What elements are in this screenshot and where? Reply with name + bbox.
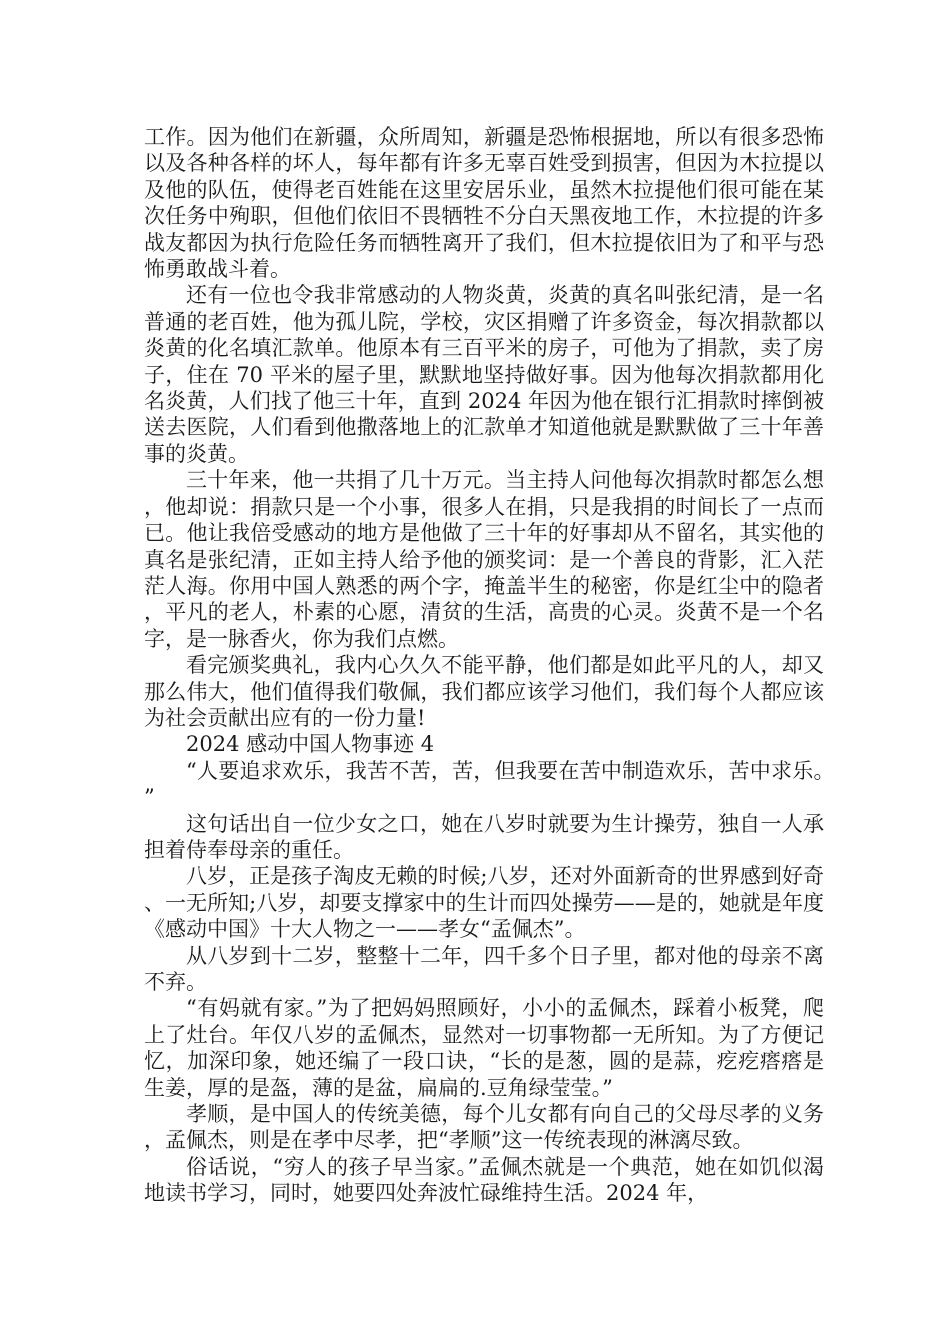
paragraph-yanhuang-award: 三十年来，他一共捐了几十万元。当主持人问他每次捐款时都怎么想，他却说：捐款只是一个小事，很多人在捐，只是我捐的时间长了一点而已。他让我倍受感动的地方是他做了三十年的好事却从不留名，其实他的真名是张纪清，正如主持人给予他的颁奖词：是一个善良的背影，汇入茫茫人海。你用中国人熟悉的两个字，掩盖半生的秘密，你是红尘中的隐者，平凡的老人，朴素的心愿，清贫的生活，高贵的心灵。炎黄不是一个名字，是一脉香火，你为我们点燃。 xyxy=(144,468,824,651)
document-body xyxy=(144,124,824,1207)
paragraph-poor-children: 俗话说，“穷人的孩子早当家。”孟佩杰就是一个典范，她在如饥似渴地读书学习，同时，她要四处奔波忙碌维持生活。2024 年， xyxy=(144,1154,824,1206)
paragraph-mulati-continued: 工作。因为他们在新疆，众所周知，新疆是恐怖根据地，所以有很多恐怖以及各种各样的坏人，每年都有许多无辜百姓受到损害，但因为木拉提以及他的队伍，使得老百姓能在这里安居乐业，虽然木拉提他们很可能在某次任务中殉职，但他们依旧不畏牺牲不分白天黑夜地工作，木拉提的许多战友都因为执行危险任务而牺牲离开了我们，但木拉提依旧为了和平与恐怖勇敢战斗着。 xyxy=(144,125,824,282)
paragraph-filial-piety: 孝顺，是中国人的传统美德，每个儿女都有向自己的父母尽孝的义务，孟佩杰，则是在孝中尽孝，把“孝顺”这一传统表现的淋漓尽致。 xyxy=(144,1102,824,1153)
paragraph-yanhuang-intro: 还有一位也令我非常感动的人物炎黄，炎黄的真名叫张纪清，是一名普通的老百姓，他为孤儿院，学校，灾区捐赠了许多资金，每次捐款都以炎黄的化名填汇款单。他原本有三百平米的房子，可他为了捐款，卖了房子，住在 70 平米的屋子里，默默地坚持做好事。因为他每次捐款都用化名炎黄，人们找了他三十年，直到 2024 年因为他在银行汇捐款时摔倒被送去医院，人们看到他撒落地上的汇款单才知道他就是默默做了三十年善事的炎黄。 xyxy=(144,283,824,466)
paragraph-girl-intro: 这句话出自一位少女之口，她在八岁时就要为生计操劳，独自一人承担着侍奉母亲的重任。 xyxy=(144,811,824,862)
paragraph-cooking: “有妈就有家。”为了把妈妈照顾好，小小的孟佩杰，踩着小板凳，爬上了灶台。年仅八岁的孟佩杰，显然对一切事物都一无所知。为了方便记忆，加深印象，她还编了一段口诀，“长的是葱，圆的是蒜，疙疙瘩瘩是生姜，厚的是盔，薄的是盆，扁扁的.豆角绿莹莹。” xyxy=(144,996,824,1100)
paragraph-twelve-years: 从八岁到十二岁，整整十二年，四千多个日子里，都对他的母亲不离不弃。 xyxy=(144,943,824,994)
section-heading: 2024 感动中国人物事迹 4 xyxy=(186,732,435,757)
paragraph-eight-years: 八岁，正是孩子淘皮无赖的时候;八岁，还对外面新奇的世界感到好奇、一无所知;八岁，却要支撑家中的生计而四处操劳——是的，她就是年度《感动中国》十大人物之一——孝女“孟佩杰”。 xyxy=(144,864,824,942)
paragraph-quote: “人要追求欢乐，我苦不苦，苦，但我要在苦中制造欢乐，苦中求乐。” xyxy=(144,758,824,810)
paragraph-reflection: 看完颁奖典礼，我内心久久不能平静，他们都是如此平凡的人，却又那么伟大，他们值得我们敬佩，我们都应该学习他们，我们每个人都应该为社会贡献出应有的一份力量! xyxy=(144,653,824,730)
